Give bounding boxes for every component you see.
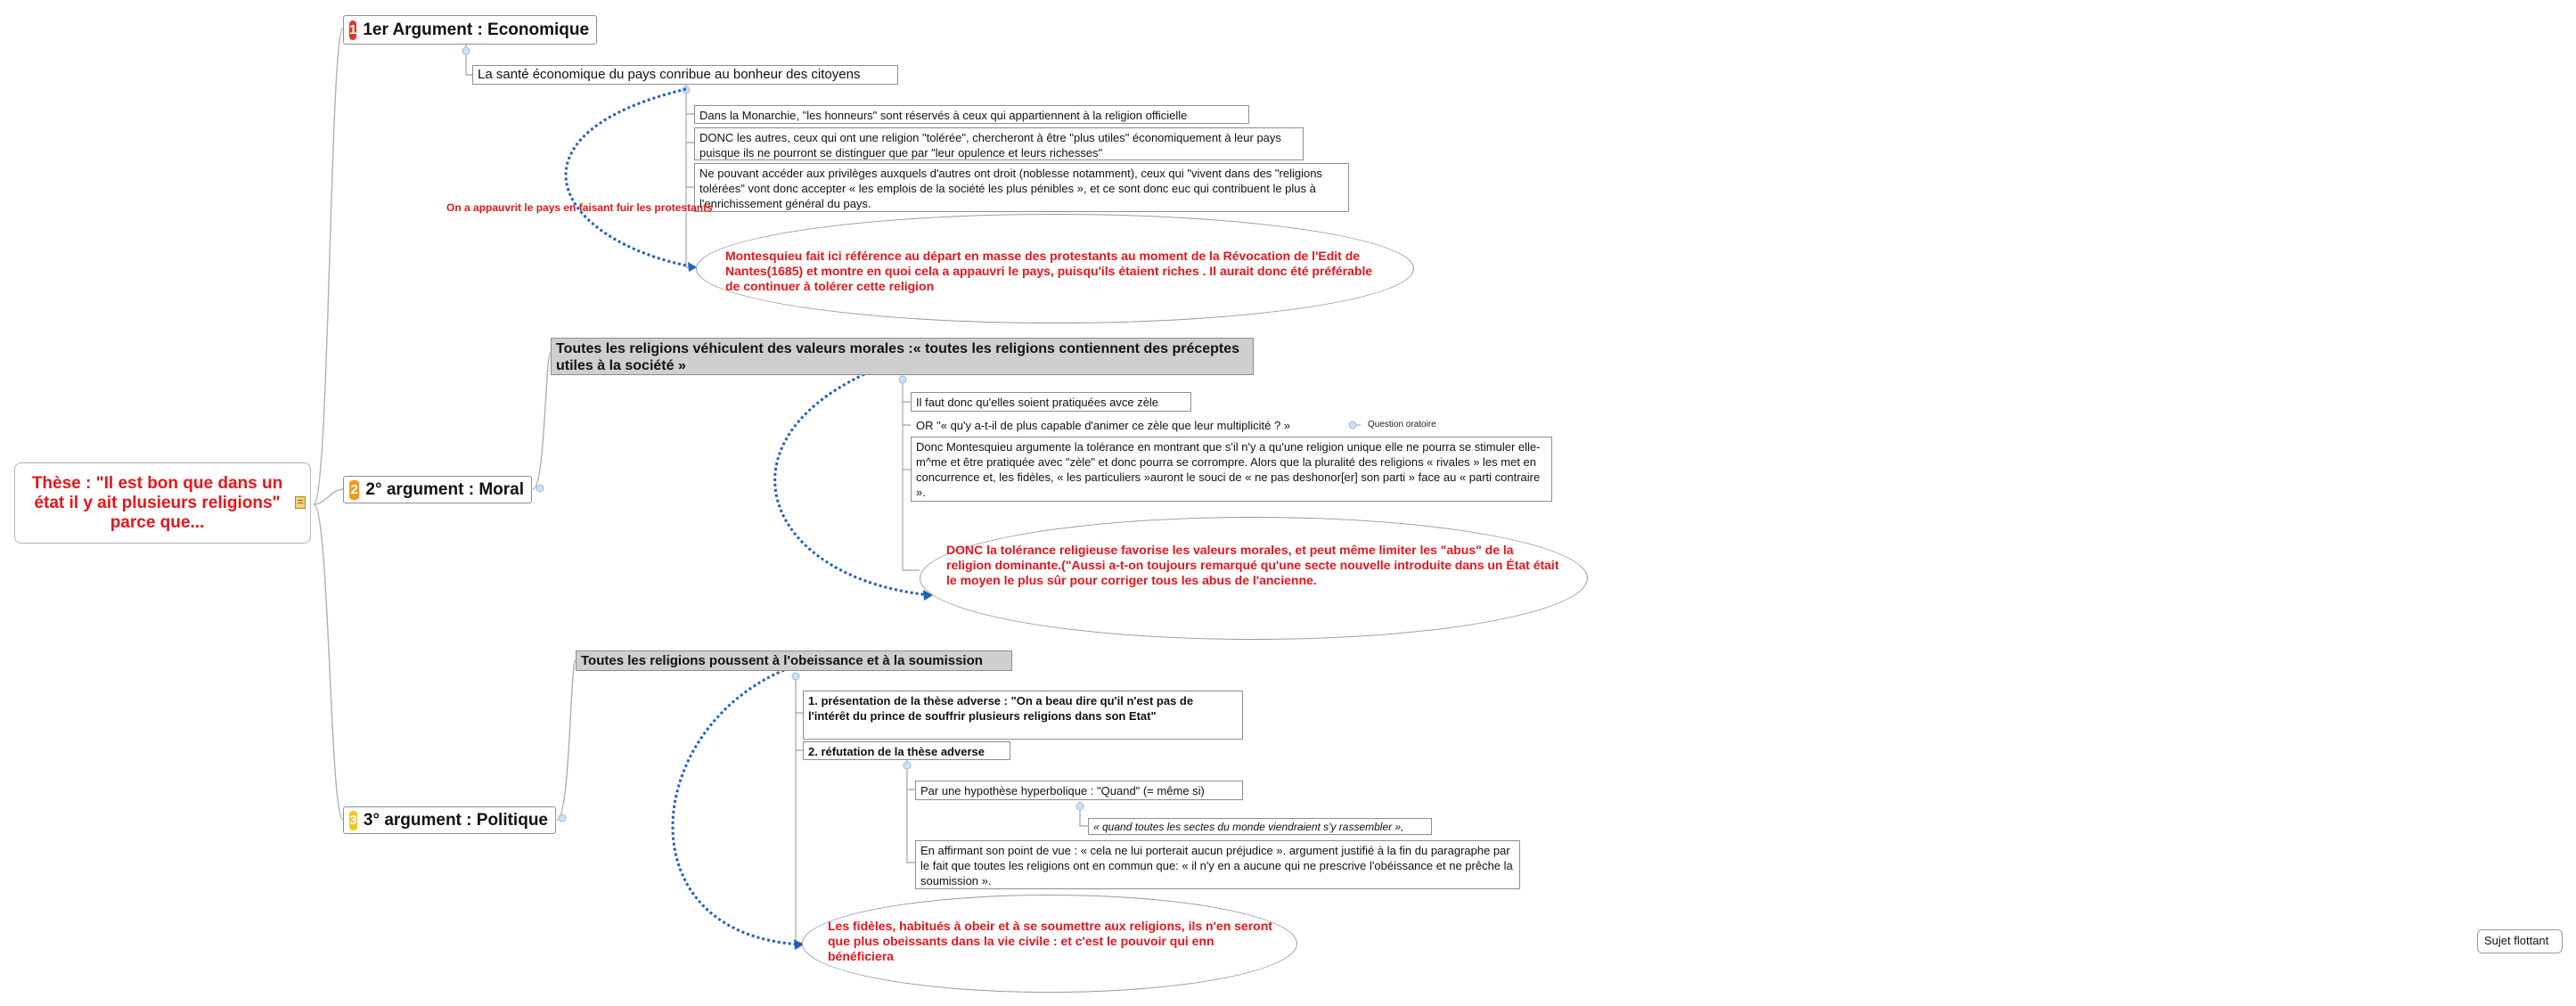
relation-curve-political — [673, 670, 802, 945]
connector-central-arg1 — [314, 29, 343, 504]
political-topic[interactable]: Toutes les religions poussent à l'obeissance et à la soumission — [576, 650, 1012, 671]
central-topic-label: Thèse : "Il est bon que dans un état il y ait plusieurs religions" parce que... — [31, 473, 283, 532]
priority-1-icon: 1 — [349, 20, 356, 40]
economic-item-privileges[interactable]: Ne pouvant accéder aux privilèges auxquels d'autres ont droit (noblesse notamment), ceux qui "vivent dans des "religions tolérées" vont donc accepter « les emplois de la société les plus pénibles », et ce sont donc euc qui contribuent le plus à l'enrichissement général du pays. — [694, 163, 1349, 212]
central-topic[interactable] — [14, 462, 311, 544]
branch-label: 1er Argument : Economique — [363, 20, 590, 39]
moral-item-or[interactable]: OR "« qu'y a-t-il de plus capable d'animer ce zèle que leur multiplicité ? » — [916, 419, 1291, 432]
moral-item-zele[interactable]: Il faut donc qu'elles soient pratiquées avce zèle — [911, 392, 1191, 412]
moral-conclusion[interactable] — [920, 517, 1588, 640]
branch-label: 3° argument : Politique — [363, 810, 548, 830]
political-affirmation[interactable]: En affirmant son point de vue : « cela ne lui porterait aucun préjudice ». argument justifié à la fin du paragraphe par le fait que toutes les religions ont en commun que: « il n'y en a aucune qui ne prescrive l'obéissance et ne prêche la soumission ». — [915, 840, 1520, 889]
relation-label-economic[interactable]: On a appauvrit le pays en faisant fuir les protestants — [446, 201, 713, 214]
relation-curve-economic — [566, 89, 695, 267]
political-conclusion[interactable] — [802, 895, 1297, 993]
branch-argument-moral[interactable] — [343, 476, 532, 503]
connector-central-arg3 — [314, 504, 343, 820]
economic-topic[interactable]: La santé économique du pays conribue au bonheur des citoyens — [472, 65, 898, 85]
economic-item-donc[interactable]: DONC les autres, ceux qui ont une religion "tolérée", chercheront à être "plus utiles" économiquement à leur pays puisque ils ne pourront se distinguer que par "leur opulence et leurs richesses" — [694, 127, 1304, 160]
political-hypothesis[interactable]: Par une hypothèse hyperbolique : "Quand" (= même si) — [915, 781, 1243, 800]
political-quote[interactable]: « quand toutes les sectes du monde viendraient s'y rassembler », — [1088, 818, 1432, 835]
economic-conclusion-text: Montesquieu fait ici référence au départ en masse des protestants au moment de la Révocation de l'Edit de Nantes(1685) et montre en quoi cela a appauvri le pays, puisqu'ils étaient riches . Il aurait donc été préférable de continuer à tolérer cette religion — [725, 249, 1373, 293]
floating-topic[interactable]: Sujet flottant — [2477, 929, 2563, 953]
moral-topic[interactable]: Toutes les religions véhiculent des valeurs morales :« toutes les religions contiennent des préceptes utiles à la société » — [551, 338, 1254, 375]
branch-argument-political[interactable] — [343, 806, 556, 834]
note-icon[interactable] — [295, 496, 306, 509]
priority-3-icon: 3 — [349, 811, 357, 830]
moral-conclusion-text: DONC la tolérance religieuse favorise les valeurs morales, et peut même limiter les "abus" de la religion dominante.("Aussi a-t-on toujours remarqué qu'une secte nouvelle introduite dans un État était le moyen le plus sûr pour corriger tous les abus de l'ancienne. — [946, 543, 1559, 587]
political-thesis[interactable]: 1. présentation de la thèse adverse : "On a beau dire qu'il n'est pas de l'intérêt du prince de souffrir plusieurs religions dans son Etat" — [803, 691, 1243, 740]
political-conclusion-text: Les fidèles, habitués à obeir et à se soumettre aux religions, ils n'en seront que plus obeissants dans la vie civile : et c'est le pouvoir qui enn bénéficiera — [828, 919, 1272, 963]
economic-item-honneurs[interactable]: Dans la Monarchie, "les honneurs" sont réservés à ceux qui appartiennent à la religion officielle — [694, 105, 1249, 124]
priority-2-icon: 2 — [349, 480, 359, 500]
branch-argument-economic[interactable] — [343, 15, 597, 45]
economic-conclusion[interactable] — [696, 214, 1414, 323]
branch-label: 2° argument : Moral — [365, 479, 524, 499]
moral-callout-question[interactable]: Question oratoire — [1368, 420, 1436, 429]
political-refutation[interactable]: 2. réfutation de la thèse adverse — [803, 741, 1010, 760]
relation-curve-moral — [775, 374, 931, 595]
moral-item-argument[interactable]: Donc Montesquieu argumente la tolérance en montrant que s'il n'y a qu'une religion unique elle ne pourra se stimuler elle-m^me et être pratiquée avec "zèle" et donc pourra se corrompre. Alors que la pluralité des religions « rivales » les met en concurrence et, les fidèles, « les particuliers »auront le souci de « ne pas deshonor[er] son parti » face au « parti contraire ». — [911, 437, 1552, 502]
